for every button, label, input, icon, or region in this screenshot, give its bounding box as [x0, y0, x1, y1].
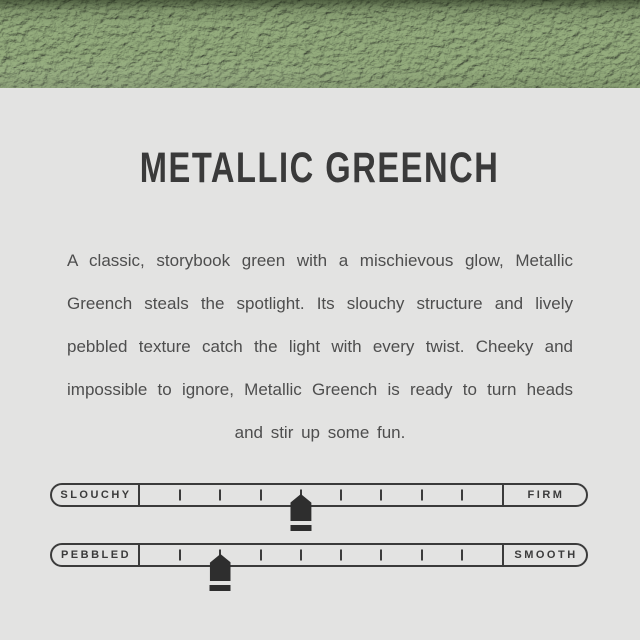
scale-tick — [340, 550, 342, 561]
scale-left-label: SLOUCHY — [60, 489, 132, 501]
scale-marker-underline — [210, 585, 231, 591]
scale-tick — [340, 490, 342, 501]
attribute-scales — [50, 483, 588, 567]
scale-pill — [50, 483, 588, 507]
scale-left-cell — [52, 485, 140, 505]
leather-texture-swatch — [0, 0, 640, 88]
scale-tick — [421, 490, 423, 501]
scale-tick — [179, 490, 181, 501]
scale-pill — [50, 543, 588, 567]
scale-tick — [260, 550, 262, 561]
scale-tick — [260, 490, 262, 501]
scale-tick — [219, 490, 221, 501]
scale-left-label: PEBBLED — [60, 549, 132, 561]
color-description: A classic, storybook green with a mischievous glow, Metallic Greench steals the spotlight. Its slouchy structure and lively pebbled texture catch the light with every twist. Cheeky and impossible to ignore, Metallic Greench is ready to turn heads and stir up some fun. — [67, 251, 573, 442]
scale-track — [140, 485, 502, 505]
scale-tick — [461, 490, 463, 501]
scale-marker-pointer — [290, 494, 311, 521]
scale-right-label: SMOOTH — [514, 549, 578, 561]
scale-tick — [179, 550, 181, 561]
scale-tick — [421, 550, 423, 561]
scale-marker-icon — [290, 494, 311, 531]
scale-tick — [461, 550, 463, 561]
page-title-container — [0, 144, 640, 192]
scale-right-cell — [502, 545, 586, 565]
attribute-scale — [50, 483, 588, 507]
scale-marker-icon — [210, 554, 231, 591]
scale-marker-underline — [290, 525, 311, 531]
leather-texture-image — [0, 0, 640, 88]
scale-tick — [380, 550, 382, 561]
scale-tick — [380, 490, 382, 501]
scale-marker-pointer — [210, 554, 231, 581]
scale-right-label: FIRM — [527, 489, 565, 501]
page-title: METALLIC GREENCH — [140, 144, 500, 192]
scale-right-cell — [502, 485, 586, 505]
attribute-scale — [50, 543, 588, 567]
scale-left-cell — [52, 545, 140, 565]
scale-track — [140, 545, 502, 565]
scale-tick — [300, 550, 302, 561]
